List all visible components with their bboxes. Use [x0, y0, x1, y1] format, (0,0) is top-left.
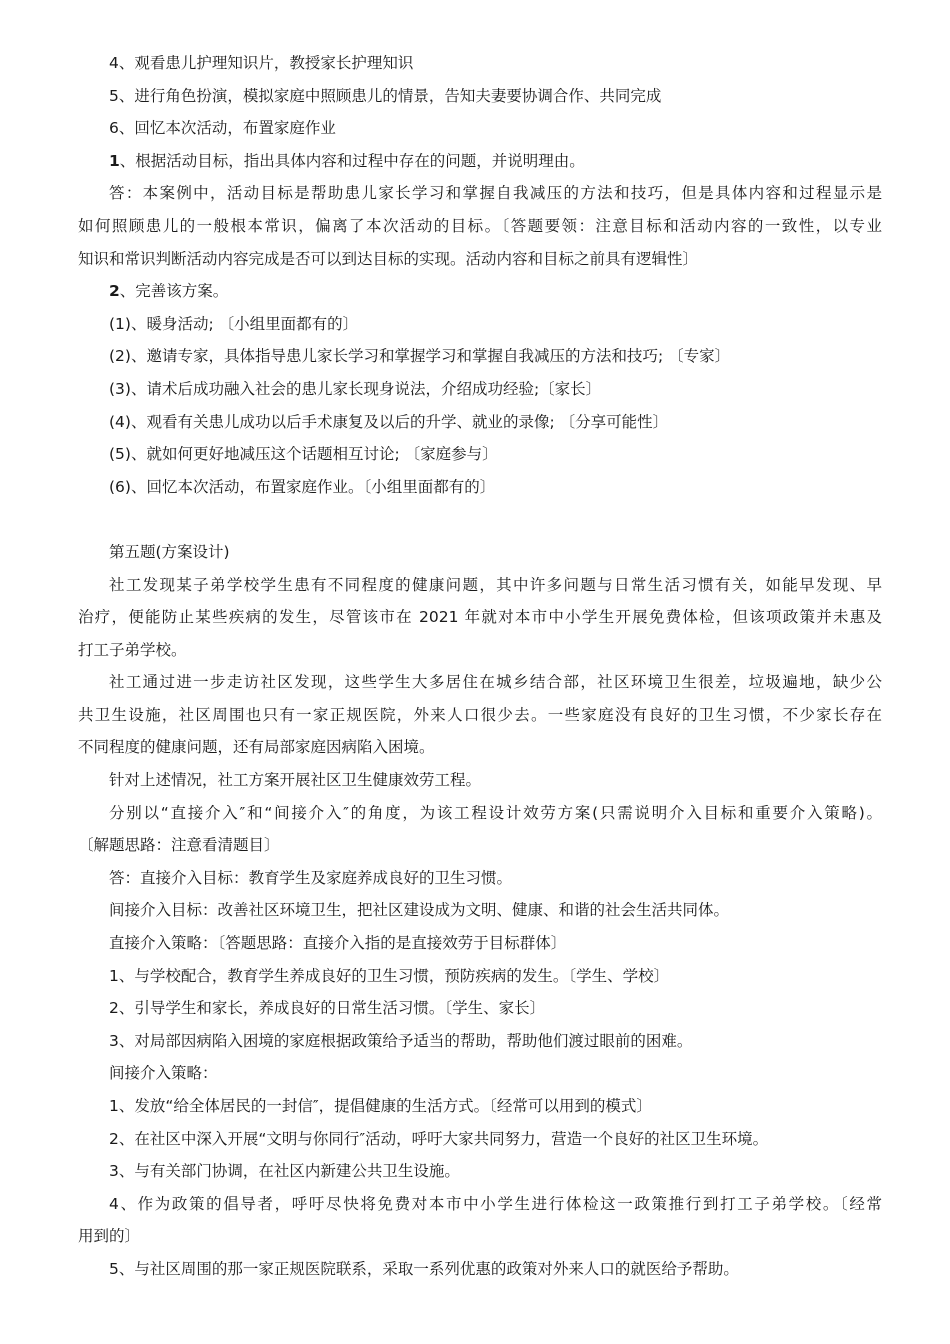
list-item: 1、发放“给全体居民的一封信″，提倡健康的生活方式。〔经常可以用到的模式〕 [109, 1097, 652, 1115]
list-item: 2、在社区中深入开展“文明与你同行″活动，呼吁大家共同努力，营造一个良好的社区卫生环境。 [109, 1129, 769, 1148]
paragraph-line: 〔解题思路：注意看清题目〕 [78, 836, 280, 855]
list-item: (6)、回忆本次活动，布置家庭作业。〔小组里面都有的〕 [109, 477, 496, 496]
paragraph-line: 5、进行角色扮演，模拟家庭中照顾患儿的情景，告知夫妻要协调合作、共同完成 [109, 86, 662, 105]
list-item: 3、与有关部门协调，在社区内新建公共卫生设施。 [109, 1162, 460, 1181]
blank-line [78, 503, 882, 536]
list-item: (5)、就如何更好地减压这个话题相互讨论; 〔家庭参与〕 [109, 445, 498, 464]
list-item: 1、与学校配合，教育学生养成良好的卫生习惯，预防疾病的发生。〔学生、学校〕 [109, 966, 670, 985]
paragraph-line: 针对上述情况，社工方案开展社区卫生健康效劳工程。 [109, 771, 482, 790]
question-number: 2 [109, 282, 120, 301]
question-text: 、完善该方案。 [119, 282, 229, 301]
list-item: (2)、邀请专家，具体指导患儿家长学习和掌握学习和掌握自我减压的方法和技巧; 〔专家〕 [109, 347, 731, 366]
question-heading [78, 145, 882, 178]
paragraph-line: 4、观看患儿护理知识片，教授家长护理知识 [109, 54, 414, 72]
paragraph-line: 答：本案例中，活动目标是帮助患儿家长学习和掌握自我减压的方法和技巧，但是具体内容和过程显示是 [109, 184, 882, 203]
paragraph-line: 用到的〕 [78, 1227, 141, 1246]
list-item: (3)、请术后成功融入社会的患儿家长现身说法，介绍成功经验;〔家长〕 [109, 379, 602, 398]
list-item: 4、作为政策的倡导者，呼吁尽快将免费对本市中小学生进行体检这一政策推行到打工子弟学校。〔经常 [109, 1194, 882, 1213]
list-item: (4)、观看有关患儿成功以后手术康复及以后的升学、就业的录像; 〔分享可能性〕 [109, 412, 669, 431]
question-text: 、根据活动目标，指出具体内容和过程中存在的问题，并说明理由。 [119, 151, 585, 170]
paragraph-line: 打工子弟学校。 [78, 640, 187, 659]
paragraph-line: 如何照顾患儿的一般根本常识，偏离了本次活动的目标。〔答题要领：注意目标和活动内容的一致性，以专业 [78, 216, 882, 235]
list-item: (1)、暖身活动; 〔小组里面都有的〕 [109, 314, 359, 333]
paragraph-line: 直接介入策略：〔答题思路：直接介入指的是直接效劳于目标群体〕 [109, 934, 567, 953]
paragraph-line: 社工发现某子弟学校学生患有不同程度的健康问题，其中许多问题与日常生活习惯有关，如能早发现、早 [109, 575, 882, 594]
paragraph-line: 不同程度的健康问题，还有局部家庭因病陷入困境。 [78, 738, 435, 757]
list-item: 3、对局部因病陷入困境的家庭根据政策给予适当的帮助，帮助他们渡过眼前的困难。 [109, 1031, 693, 1050]
paragraph-line: 6、回忆本次活动，布置家庭作业 [109, 119, 336, 138]
question-heading [78, 275, 882, 308]
paragraph-line: 共卫生设施，社区周围也只有一家正规医院，外来人口很少去。一些家庭没有良好的卫生习惯，不少家长存在 [78, 705, 882, 724]
paragraph-line: 治疗，便能防止某些疾病的发生，尽管该市在 2021 年就对本市中小学生开展免费体检，但该项政策并未惠及 [78, 608, 882, 627]
paragraph-line: 答：直接介入目标：教育学生及家庭养成良好的卫生习惯。 [109, 868, 513, 887]
list-item: 2、引导学生和家长，养成良好的日常生活习惯。〔学生、家长〕 [109, 999, 546, 1018]
paragraph-line: 社工通过进一步走访社区发现，这些学生大多居住在城乡结合部，社区环境卫生很差，垃圾遍地，缺少公 [109, 673, 882, 692]
paragraph-line: 分别以“直接介入″和“间接介入″的角度，为该工程设计效劳方案(只需说明介入目标和重要介入策略)。 [109, 803, 882, 822]
document-page [78, 47, 882, 1286]
paragraph-line: 间接介入目标：改善社区环境卫生，把社区建设成为文明、健康、和谐的社会生活共同体。 [109, 901, 730, 920]
question-number: 1 [109, 151, 120, 170]
paragraph-line: 间接介入策略： [109, 1064, 218, 1083]
section-title: 第五题(方案设计) [109, 542, 230, 561]
paragraph-line: 知识和常识判断活动内容完成是否可以到达目标的实现。活动内容和目标之前具有逻辑性〕 [78, 249, 699, 268]
list-item: 5、与社区周围的那一家正规医院联系，采取一系列优惠的政策对外来人口的就医给予帮助。 [109, 1259, 739, 1278]
